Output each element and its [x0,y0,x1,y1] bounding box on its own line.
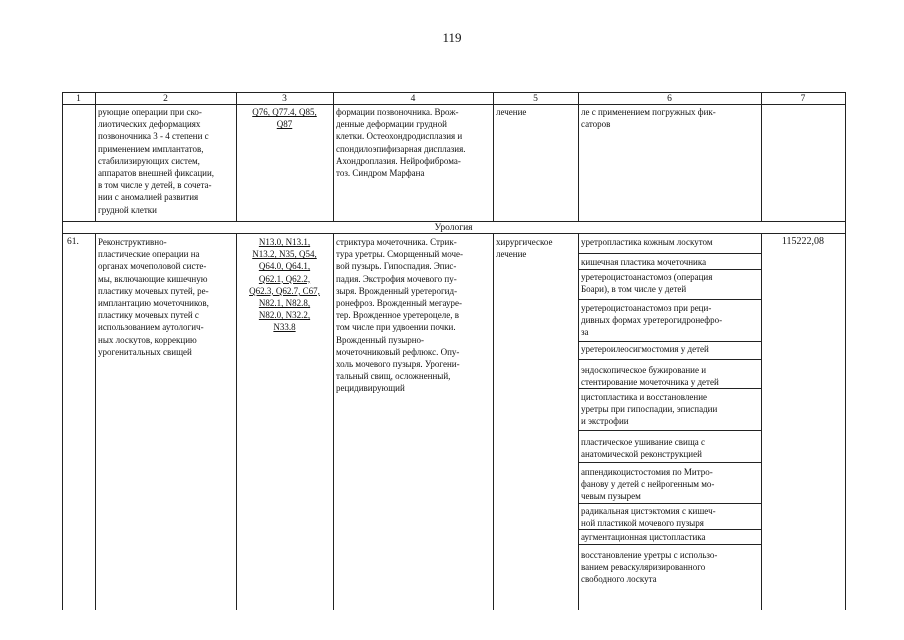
method-divider [578,269,761,270]
col-line-1 [95,92,96,221]
header-col-6: 6 [667,94,672,104]
method-divider [578,299,761,300]
row-61-name-cell: Реконструктивно- пластические операции на органах мочеполовой систе- мы, включающие кишечную пластику мочевых путей, ре- имплантацию мочеточников, пластику мочевых путей с использованием аутологич- ных лоскутов, коррекцию урогенитальных свищей [98,237,209,357]
col-line-3 [333,92,334,221]
method-item: радикальная цистэктомия с кишеч- ной пластикой мочевого пузыря [581,506,716,529]
prev-method-cell: ле с применением погружных фик- саторов [581,107,716,130]
row-61-codes-cell: N13.0, N13.1, N13.2, N35, Q54, Q64.0, Q64.1, Q62.1, Q62.2, Q62.3, Q62.7, C67, N82.1, N82.8, N82.0, N32.2, N33.8 [249,237,320,333]
method-divider [578,388,761,389]
header-col-2: 2 [163,94,168,104]
prev-codes-cell: Q76, Q77.4, Q85, Q87 [252,107,317,130]
col-line-4b [493,233,494,610]
prev-type-cell: лечение [496,107,527,117]
method-divider [578,529,761,530]
method-item: цистопластика и восстановление уретры при гипоспадии, эписпадии и экстрофии [581,392,718,427]
method-divider [578,544,761,545]
section-title: Урология [434,223,473,233]
header-col-5: 5 [533,94,538,104]
method-item: уретероцистоанастомоз при реци- дивных формах уретерогидронефро- за [581,303,723,338]
row-61-model-cell: стриктура мочеточника. Стрик- тура уретры. Сморщенный моче- вой пузырь. Гипоспадия. Эпис- падия. Экстрофия мочевого пу- зыря. Врожденный уретерогид- ронефроз. Врожденный мегауре- тер. Врожденное уретероцеле, в том числе при удвоении почки. Врожденный пузырно- мочеточниковый рефлюкс. Опу- холь мочевого пузыря. Урогени- тальный свищ, осложненный, рецидивирующий [336,237,463,394]
method-divider [578,462,761,463]
method-item: аугментационная цистопластика [581,532,706,542]
method-divider [578,430,761,431]
method-divider [578,341,761,342]
row-61-cost: 115222,08 [781,236,825,247]
row-61-number: 61. [67,237,79,247]
page-number: 119 [442,30,462,45]
header-col-1: 1 [76,94,81,104]
col-line-3b [333,233,334,610]
col-line-6b [761,233,762,610]
col-line-1b [95,233,96,610]
col-line-6 [761,92,762,221]
prev-name-cell: рующие операции при ско- лиотических деформациях позвоночника 3 - 4 степени с применением имплантатов, стабилизирующих систем, аппаратов внешней фиксации, в том числе у детей, в сочета- нии с аномалией развития грудной клетки [98,107,215,215]
header-col-3: 3 [282,94,287,104]
col-line-0 [62,92,63,610]
prev-model-cell: формации позвоночника. Врож- денные деформации грудной клетки. Остеохондродисплазия и спондилоэпифизарная дисплазия. Ахондроплазия. Нейрофиброма- тоз. Синдром Марфана [336,107,466,179]
method-divider [578,359,761,360]
header-col-4: 4 [410,94,416,104]
method-item: уретропластика кожным лоскутом [581,237,713,247]
method-item: уретероилеосигмостомия у детей [581,344,709,354]
col-line-5b [578,233,579,610]
method-item: аппендикоцистостомия по Митро- фанову у детей с нейрогенным мо- чевым пузырем [581,467,715,502]
method-divider [578,503,761,504]
col-line-5 [578,92,579,221]
method-item: эндоскопическое бужирование и стентирование мочеточника у детей [581,365,719,388]
header-col-7: 7 [800,94,806,104]
col-line-7 [845,92,846,610]
method-item: восстановление уретры с использо- ванием реваскуляризированного свободного лоскута [581,550,718,585]
method-item: кишечная пластика мочеточника [581,257,707,267]
method-item: уретероцистоанастомоз (операция Боари), в том числе у детей [581,272,713,295]
method-divider [578,253,761,254]
row-61-type-cell: хирургическое лечение [496,237,553,260]
col-line-4 [493,92,494,221]
method-item: пластическое ушивание свища с анатомической реконструкцией [581,437,706,460]
